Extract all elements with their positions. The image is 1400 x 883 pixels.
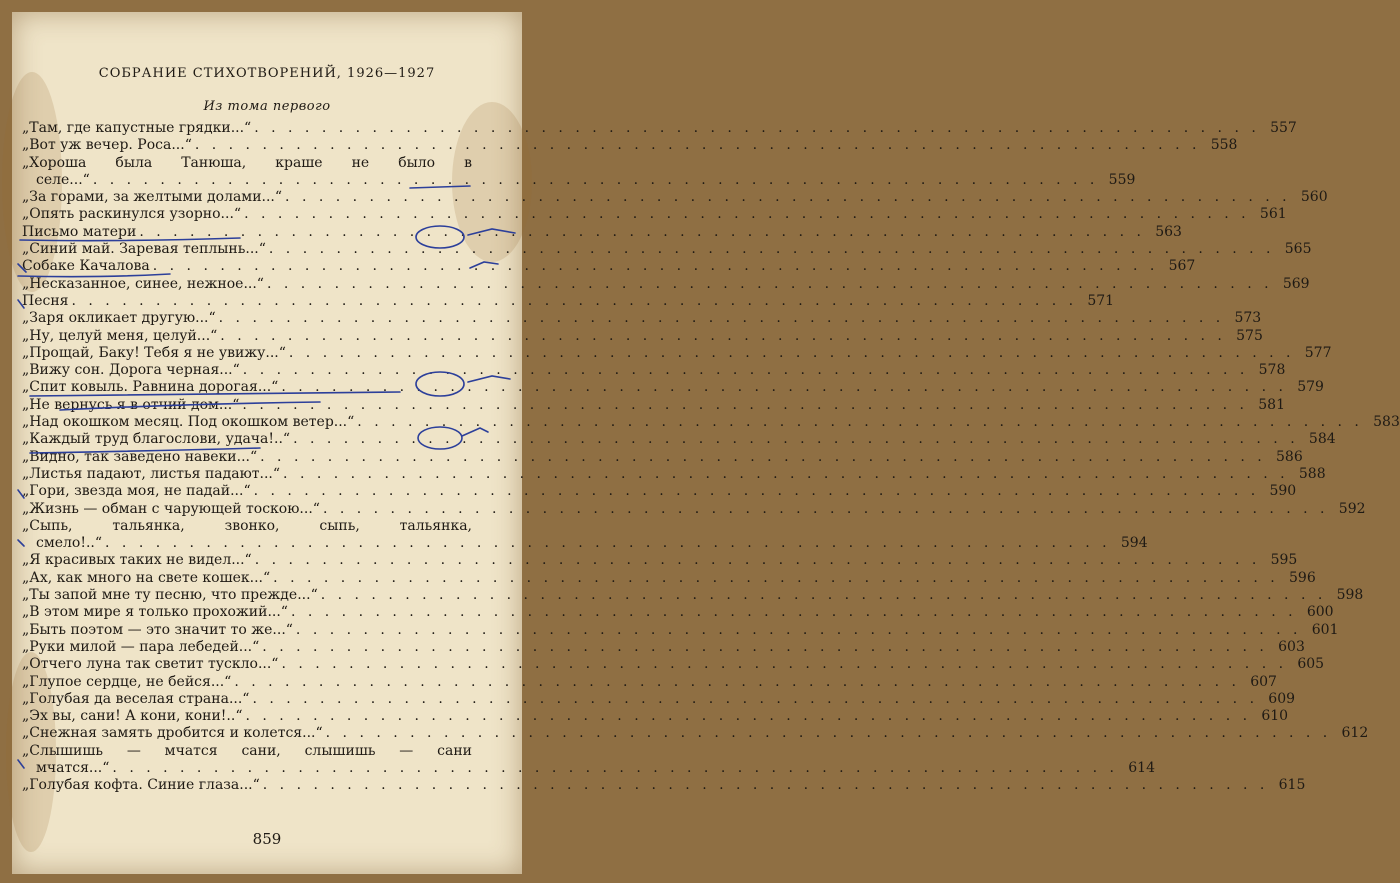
toc-entry-title: Собаке Качалова — [22, 258, 150, 275]
toc-entry-title: Песня — [22, 292, 69, 309]
toc-entry-line — [22, 396, 1285, 414]
toc-entry-line — [22, 189, 1328, 206]
dot-leader: . . . . . . . . . . . . . . . . . . . . . . . . . . . . . . . . . . . . . . . . . . . . . . . . . . . . . . . . . . . . — [253, 483, 1260, 500]
toc-entry-title: „Голубая кофта. Синие глаза...“ — [22, 777, 260, 794]
toc-entry-title: „Жизнь — обман с чарующей тоскою...“ — [22, 500, 320, 517]
toc-entry — [22, 223, 1182, 241]
toc-entry-title: „Вижу сон. Дорога черная...“ — [22, 362, 240, 379]
toc-entry-line — [22, 171, 1136, 189]
dot-leader: . . . . . . . . . . . . . . . . . . . . . . . . . . . . . . . . . . . . . . . . . . . . . . . . . . . . . . . . . . . . — [245, 708, 1252, 725]
toc-entry-title: „Несказанное, синее, нежное...“ — [22, 275, 264, 292]
toc-page-number: 557 — [1270, 120, 1297, 136]
dot-leader: . . . . . . . . . . . . . . . . . . . . . . . . . . . . . . . . . . . . . . . . . . . . . . . . . . . . . . . . . . . . — [266, 275, 1273, 292]
toc-page-number: 579 — [1297, 379, 1324, 396]
toc-entry-title: „Вот уж вечер. Роса...“ — [22, 137, 192, 154]
toc-entry-line — [22, 552, 1298, 569]
toc-entry-line — [22, 292, 1115, 310]
toc-entry — [22, 587, 1364, 604]
toc-entry — [22, 431, 1336, 448]
toc-entry-line — [22, 344, 1332, 362]
toc-entry-title: „Отчего луна так светит тускло...“ — [22, 656, 279, 673]
toc-entry-title: „Сыпь, тальянка, звонко, сыпь, тальянка, — [22, 517, 472, 534]
toc-page-number: 594 — [1120, 535, 1148, 552]
toc-entry-title: „Опять раскинулся узорно...“ — [22, 206, 242, 223]
toc-entry — [22, 673, 1277, 691]
toc-page-number: 573 — [1234, 310, 1262, 327]
toc-page-number: 581 — [1258, 396, 1285, 413]
toc-entry-line — [22, 621, 1339, 639]
toc-entry-title: селе...“ — [36, 171, 90, 188]
toc-entry — [22, 189, 1328, 206]
toc-entry — [22, 292, 1115, 310]
toc-entry — [22, 414, 1400, 431]
toc-entry-line — [22, 725, 1369, 742]
toc-entry — [22, 379, 1324, 396]
dot-leader: . . . . . . . . . . . . . . . . . . . . . . . . . . . . . . . . . . . . . . . . . . . . . . . . . . . . . . . . . . . . — [325, 725, 1332, 742]
toc-entry-title: „Слышишь — мчатся сани, слышишь — сани — [22, 742, 472, 759]
toc-entry-line — [22, 673, 1277, 691]
toc-entry-line — [22, 448, 1303, 466]
dot-leader: . . . . . . . . . . . . . . . . . . . . . . . . . . . . . . . . . . . . . . . . . . . . . . . . . . . . . . . . . . . . — [268, 241, 1275, 258]
toc-page-number: 605 — [1297, 656, 1325, 673]
toc-entry — [22, 258, 1196, 275]
toc-entry-line — [22, 431, 1336, 448]
dot-leader: . . . . . . . . . . . . . . . . . . . . . . . . . . . . . . . . . . . . . . . . . . . . . . . . . . . . . . . . . . . . — [92, 171, 1099, 188]
toc-page-number: 600 — [1306, 604, 1334, 621]
toc-entry-title: „Прощай, Баку! Тебя я не увижу...“ — [22, 344, 286, 361]
dot-leader: . . . . . . . . . . . . . . . . . . . . . . . . . . . . . . . . . . . . . . . . . . . . . . . . . . . . . . . . . . . . — [260, 448, 1266, 465]
toc-entry-line — [22, 206, 1287, 223]
toc-entry — [22, 777, 1306, 794]
toc-page-number: 586 — [1276, 448, 1303, 465]
toc-entry-line — [22, 759, 1155, 777]
toc-page-number: 610 — [1261, 708, 1289, 725]
dot-leader: . . . . . . . . . . . . . . . . . . . . . . . . . . . . . . . . . . . . . . . . . . . . . . . . . . . . . . . . . . . . — [273, 569, 1279, 586]
toc-entry-line — [22, 569, 1316, 587]
toc-entry-title: „За горами, за желтыми долами...“ — [22, 189, 283, 206]
dot-leader: . . . . . . . . . . . . . . . . . . . . . . . . . . . . . . . . . . . . . . . . . . . . . . . . . . . . . . . . . . . . — [194, 137, 1201, 154]
dot-leader: . . . . . . . . . . . . . . . . . . . . . . . . . . . . . . . . . . . . . . . . . . . . . . . . . . . . . . . . . . . . — [357, 414, 1363, 431]
toc-entry — [22, 483, 1297, 500]
toc-page-number: 588 — [1298, 465, 1326, 482]
toc-entry-title: „Я красивых таких не видел...“ — [22, 552, 252, 569]
toc-entry-line — [22, 155, 472, 172]
dot-leader: . . . . . . . . . . . . . . . . . . . . . . . . . . . . . . . . . . . . . . . . . . . . . . . . . . . . . . . . . . . . — [290, 604, 1297, 621]
toc-entry-title: „Хороша была Танюша, краше не было в — [22, 154, 472, 171]
toc-entry-title: „Снежная замять дробится и колется...“ — [22, 725, 323, 742]
toc-entry — [22, 517, 1148, 553]
toc-entry-line — [22, 120, 1297, 137]
toc-entry-title: „Заря окликает другую...“ — [22, 310, 216, 327]
toc-entry — [22, 448, 1303, 466]
toc-entry-title: „Не вернусь я в отчий дом...“ — [22, 396, 240, 413]
toc-entry-line — [22, 604, 1334, 621]
toc-page-number: 614 — [1128, 759, 1155, 776]
toc-entry-title: „Руки милой — пара лебедей...“ — [22, 638, 260, 655]
toc-entry — [22, 708, 1289, 725]
toc-entry — [22, 742, 1155, 778]
toc-entry-title: мчатся...“ — [36, 759, 110, 776]
dot-leader: . . . . . . . . . . . . . . . . . . . . . . . . . . . . . . . . . . . . . . . . . . . . . . . . . . . . . . . . . . . . — [252, 690, 1259, 707]
toc-page-number: 584 — [1308, 431, 1336, 448]
dot-leader: . . . . . . . . . . . . . . . . . . . . . . . . . . . . . . . . . . . . . . . . . . . . . . . . . . . . . . . . . . . . — [242, 396, 1248, 413]
toc-entry — [22, 206, 1287, 223]
toc-entry — [22, 552, 1298, 569]
dot-leader: . . . . . . . . . . . . . . . . . . . . . . . . . . . . . . . . . . . . . . . . . . . . . . . . . . . . . . . . . . . . — [281, 656, 1288, 673]
dot-leader: . . . . . . . . . . . . . . . . . . . . . . . . . . . . . . . . . . . . . . . . . . . . . . . . . . . . . . . . . . . . — [139, 223, 1145, 240]
toc-entry-line — [22, 743, 472, 760]
toc-entry-line — [22, 258, 1196, 275]
toc-entry-line — [22, 310, 1262, 327]
toc-entry — [22, 396, 1285, 414]
toc-entry — [22, 500, 1366, 518]
toc-entry-title: „Ты запой мне ту песню, что прежде...“ — [22, 587, 318, 604]
dot-leader: . . . . . . . . . . . . . . . . . . . . . . . . . . . . . . . . . . . . . . . . . . . . . . . . . . . . . . . . . . . . — [234, 673, 1240, 690]
section-title: Из тома первого — [203, 99, 331, 114]
running-header: СОБРАНИЕ СТИХОТВОРЕНИЙ, 1926—1927 — [98, 66, 436, 81]
toc-page-number: 612 — [1341, 725, 1369, 742]
toc-entry-title: „Быть поэтом — это значит то же...“ — [22, 621, 293, 638]
dot-leader: . . . . . . . . . . . . . . . . . . . . . . . . . . . . . . . . . . . . . . . . . . . . . . . . . . . . . . . . . . . . — [112, 759, 1118, 776]
toc-entry-title: „Синий май. Заревая теплынь...“ — [22, 241, 266, 258]
toc-entry-line — [22, 275, 1310, 293]
dot-leader: . . . . . . . . . . . . . . . . . . . . . . . . . . . . . . . . . . . . . . . . . . . . . . . . . . . . . . . . . . . . — [288, 344, 1295, 361]
toc-entry-line — [22, 777, 1306, 794]
toc-page-number: 607 — [1250, 673, 1277, 690]
toc-entry-title: „Гори, звезда моя, не падай...“ — [22, 483, 251, 500]
toc-page-number: 575 — [1236, 327, 1263, 344]
toc-entry-title: „Спит ковыль. Равнина дорогая...“ — [22, 379, 279, 396]
toc-entry — [22, 327, 1263, 345]
dot-leader: . . . . . . . . . . . . . . . . . . . . . . . . . . . . . . . . . . . . . . . . . . . . . . . . . . . . . . . . . . . . — [285, 189, 1291, 206]
toc-entry-title: „Глупое сердце, не бейся...“ — [22, 673, 232, 690]
toc-entry — [22, 621, 1339, 639]
dot-leader: . . . . . . . . . . . . . . . . . . . . . . . . . . . . . . . . . . . . . . . . . . . . . . . . . . . . . . . . . . . . — [283, 465, 1289, 482]
toc-entry — [22, 725, 1369, 742]
dot-leader: . . . . . . . . . . . . . . . . . . . . . . . . . . . . . . . . . . . . . . . . . . . . . . . . . . . . . . . . . . . . — [244, 206, 1250, 223]
toc-page-number: 567 — [1168, 258, 1196, 275]
dot-leader: . . . . . . . . . . . . . . . . . . . . . . . . . . . . . . . . . . . . . . . . . . . . . . . . . . . . . . . . . . . . — [293, 431, 1299, 448]
dot-leader: . . . . . . . . . . . . . . . . . . . . . . . . . . . . . . . . . . . . . . . . . . . . . . . . . . . . . . . . . . . . — [262, 638, 1268, 655]
toc-entry — [22, 604, 1334, 621]
toc-entry-line — [22, 379, 1324, 396]
toc-page-number: 560 — [1300, 189, 1328, 206]
toc-page-number: 578 — [1258, 362, 1286, 379]
toc-page-number: 615 — [1278, 777, 1306, 794]
toc-page-number: 563 — [1155, 223, 1182, 240]
toc-entry-title: „Каждый труд благослови, удача!..“ — [22, 431, 291, 448]
toc-entry-line — [22, 656, 1325, 673]
table-of-contents — [22, 120, 1400, 795]
toc-entry — [22, 344, 1332, 362]
toc-entry-line — [22, 535, 1148, 552]
toc-entry-title: „Эх вы, сани! А кони, кони!..“ — [22, 708, 243, 725]
toc-entry — [22, 120, 1297, 137]
toc-page-number: 609 — [1268, 690, 1296, 707]
dot-leader: . . . . . . . . . . . . . . . . . . . . . . . . . . . . . . . . . . . . . . . . . . . . . . . . . . . . . . . . . . . . — [71, 292, 1078, 309]
dot-leader: . . . . . . . . . . . . . . . . . . . . . . . . . . . . . . . . . . . . . . . . . . . . . . . . . . . . . . . . . . . . — [295, 621, 1302, 638]
toc-entry-line — [22, 362, 1286, 379]
toc-entry-title: „Листья падают, листья падают...“ — [22, 465, 281, 482]
toc-entry-line — [22, 414, 1400, 431]
toc-entry-title: „Голубая да веселая страна...“ — [22, 690, 250, 707]
toc-entry — [22, 310, 1262, 327]
toc-page-number: 603 — [1278, 638, 1305, 655]
toc-entry — [22, 362, 1286, 379]
dot-leader: . . . . . . . . . . . . . . . . . . . . . . . . . . . . . . . . . . . . . . . . . . . . . . . . . . . . . . . . . . . . — [322, 500, 1329, 517]
toc-entry-line — [22, 518, 472, 535]
toc-entry-line — [22, 690, 1296, 708]
toc-entry-title: „Там, где капустные грядки...“ — [22, 120, 252, 136]
dot-leader: . . . . . . . . . . . . . . . . . . . . . . . . . . . . . . . . . . . . . . . . . . . . . . . . . . . . . . . . . . . . — [152, 258, 1159, 275]
toc-page-number: 558 — [1210, 137, 1238, 154]
toc-entry-title: „В этом мире я только прохожий...“ — [22, 604, 288, 621]
toc-page-number: 565 — [1284, 241, 1312, 258]
toc-entry — [22, 154, 1136, 190]
toc-page-number: 569 — [1282, 275, 1310, 292]
toc-entry — [22, 275, 1310, 293]
toc-page-number: 590 — [1269, 483, 1297, 500]
toc-entry-title: „Ах, как много на свете кошек...“ — [22, 569, 271, 586]
toc-entry — [22, 656, 1325, 673]
toc-page-number: 595 — [1270, 552, 1298, 569]
toc-page-number: 571 — [1087, 292, 1115, 309]
toc-entry — [22, 241, 1312, 258]
toc-entry-title: „Над окошком месяц. Под окошком ветер...“ — [22, 414, 355, 431]
toc-entry-line — [22, 327, 1263, 345]
toc-entry — [22, 638, 1305, 656]
toc-page-number: 601 — [1311, 621, 1339, 638]
toc-entry-line — [22, 708, 1289, 725]
dot-leader: . . . . . . . . . . . . . . . . . . . . . . . . . . . . . . . . . . . . . . . . . . . . . . . . . . . . . . . . . . . . — [320, 587, 1327, 604]
toc-page-number: 596 — [1289, 569, 1316, 586]
toc-entry-line — [22, 241, 1312, 258]
toc-entry-line — [22, 465, 1326, 483]
toc-page-number: 561 — [1259, 206, 1287, 223]
toc-entry-title: Письмо матери — [22, 223, 137, 240]
toc-entry-line — [22, 137, 1238, 154]
toc-entry-line — [22, 483, 1297, 500]
toc-entry-line — [22, 500, 1366, 518]
toc-entry — [22, 569, 1316, 587]
toc-entry-title: „Видно, так заведено навеки...“ — [22, 448, 258, 465]
toc-page-number: 598 — [1336, 587, 1364, 604]
toc-entry — [22, 137, 1238, 154]
dot-leader: . . . . . . . . . . . . . . . . . . . . . . . . . . . . . . . . . . . . . . . . . . . . . . . . . . . . . . . . . . . . — [281, 379, 1287, 396]
dot-leader: . . . . . . . . . . . . . . . . . . . . . . . . . . . . . . . . . . . . . . . . . . . . . . . . . . . . . . . . . . . . — [220, 327, 1226, 344]
toc-page-number: 577 — [1304, 344, 1332, 361]
dot-leader: . . . . . . . . . . . . . . . . . . . . . . . . . . . . . . . . . . . . . . . . . . . . . . . . . . . . . . . . . . . . — [242, 362, 1249, 379]
toc-entry — [22, 465, 1326, 483]
toc-entry-line — [22, 587, 1364, 604]
toc-entry-title: „Ну, целуй меня, целуй...“ — [22, 327, 218, 344]
toc-page-number: 583 — [1373, 414, 1400, 431]
page-number: 859 — [252, 830, 282, 848]
dot-leader: . . . . . . . . . . . . . . . . . . . . . . . . . . . . . . . . . . . . . . . . . . . . . . . . . . . . . . . . . . . . — [218, 310, 1225, 327]
toc-entry — [22, 690, 1296, 708]
toc-entry-line — [22, 638, 1305, 656]
toc-entry-title: смело!..“ — [36, 535, 103, 552]
dot-leader: . . . . . . . . . . . . . . . . . . . . . . . . . . . . . . . . . . . . . . . . . . . . . . . . . . . . . . . . . . . . — [254, 120, 1260, 136]
toc-entry-line — [22, 223, 1182, 241]
toc-page-number: 559 — [1108, 171, 1136, 188]
toc-page-number: 592 — [1338, 500, 1366, 517]
dot-leader: . . . . . . . . . . . . . . . . . . . . . . . . . . . . . . . . . . . . . . . . . . . . . . . . . . . . . . . . . . . . — [262, 777, 1269, 794]
dot-leader: . . . . . . . . . . . . . . . . . . . . . . . . . . . . . . . . . . . . . . . . . . . . . . . . . . . . . . . . . . . . — [254, 552, 1261, 569]
dot-leader: . . . . . . . . . . . . . . . . . . . . . . . . . . . . . . . . . . . . . . . . . . . . . . . . . . . . . . . . . . . . — [105, 535, 1111, 552]
